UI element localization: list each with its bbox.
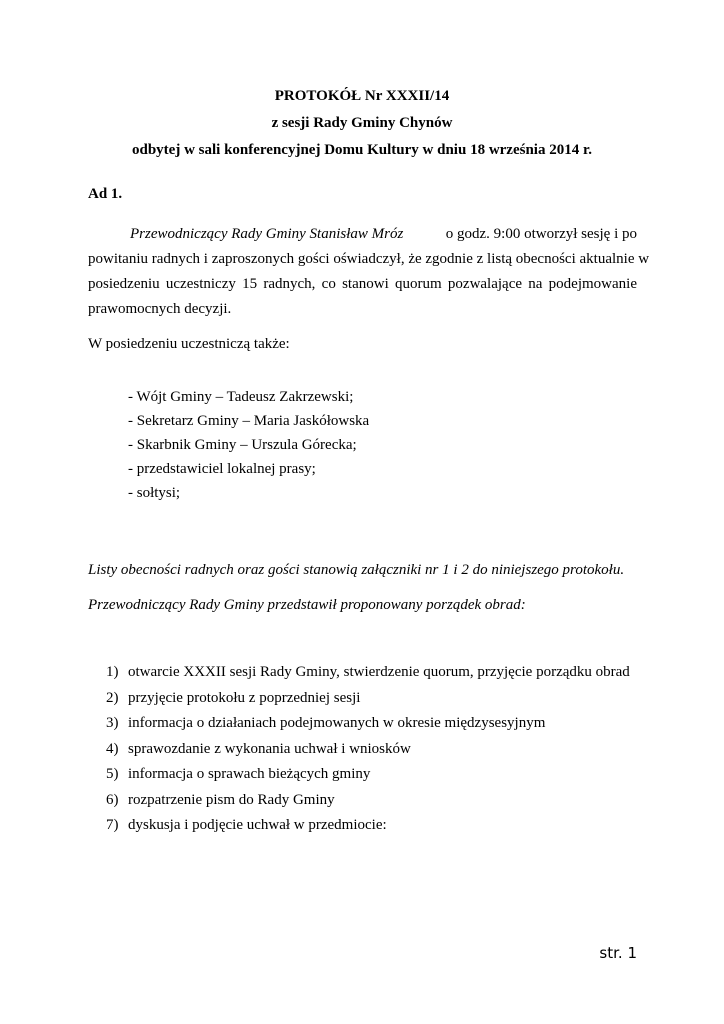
page-number: str. 1	[599, 944, 637, 962]
chairman-name: Przewodniczący Rady Gminy Stanisław Mróz	[130, 226, 404, 242]
title-line-3: odbytej w sali konferencyjnej Domu Kultury w dniu 18 września 2014 r.	[131, 142, 592, 158]
agenda-item-number: 1)	[106, 664, 119, 680]
agenda-item-number: 5)	[106, 766, 119, 782]
document-title	[0, 84, 724, 165]
agenda-item-number: 4)	[106, 740, 119, 757]
agenda-item-text: informacja o sprawach bieżących gminy	[128, 766, 371, 782]
agenda-item-text: informacja o działaniach podejmowanych w okresie międzysesyjnym	[128, 715, 546, 731]
agenda-item	[106, 660, 630, 686]
agenda-item-number: 6)	[106, 791, 119, 808]
agenda-item-text: otwarcie XXXII sesji Rady Gminy, stwierdzenie quorum, przyjęcie porządku obrad	[128, 664, 630, 680]
agenda-item	[106, 686, 630, 712]
paragraph-line-3	[88, 272, 637, 297]
paragraph-line-1	[88, 222, 637, 247]
section-heading: Ad 1.	[88, 186, 123, 202]
paragraph-line-1-rest: o godz. 9:00 otworzył sesję i po	[445, 226, 637, 242]
agenda-item	[106, 762, 630, 788]
paragraph-line-4: prawomocnych decyzji.	[88, 301, 232, 317]
attendee-item: - sołtysi;	[128, 485, 181, 501]
agenda-item-text: przyjęcie protokołu z poprzedniej sesji	[128, 689, 361, 706]
paragraph-line-2-text: powitaniu radnych i zaproszonych gości oświadczył, że zgodnie z listą obecności aktualnie w	[88, 251, 650, 267]
attendee-item: - przedstawiciel lokalnej prasy;	[128, 461, 316, 477]
also-present-label: W posiedzeniu uczestniczą także:	[88, 336, 290, 352]
title-line-1: PROTOKÓŁ Nr XXXII/14	[274, 88, 450, 104]
agenda-item-text: sprawozdanie z wykonania uchwał i wniosków	[128, 740, 411, 757]
agenda-list	[106, 660, 630, 839]
attendee-list	[128, 385, 369, 505]
agenda-item-number: 3)	[106, 715, 119, 731]
agenda-item-text: rozpatrzenie pism do Rady Gminy	[128, 791, 335, 808]
agenda-item	[106, 711, 630, 737]
title-line-2: z sesji Rady Gminy Chynów	[271, 115, 453, 131]
agenda-item	[106, 737, 630, 763]
agenda-item	[106, 813, 630, 839]
attendee-item: - Wójt Gminy – Tadeusz Zakrzewski;	[128, 389, 354, 405]
paragraph-line-2	[88, 247, 650, 272]
paragraph-line-3-text: posiedzeniu uczestniczy 15 radnych, co stanowi quorum pozwalające na podejmowanie	[88, 276, 637, 292]
attendance-note: Listy obecności radnych oraz gości stanowią załączniki nr 1 i 2 do niniejszego protokołu.	[88, 562, 625, 578]
attendee-item: - Skarbnik Gminy – Urszula Górecka;	[128, 437, 357, 453]
agenda-intro: Przewodniczący Rady Gminy przedstawił proponowany porządek obrad:	[88, 597, 526, 613]
agenda-item-text: dyskusja i podjęcie uchwał w przedmiocie:	[128, 817, 387, 833]
attendee-item: - Sekretarz Gminy – Maria Jaskółowska	[128, 413, 370, 429]
agenda-item	[106, 788, 630, 814]
agenda-item-number: 7)	[106, 817, 119, 833]
agenda-item-number: 2)	[106, 689, 119, 706]
opening-paragraph	[88, 222, 650, 322]
